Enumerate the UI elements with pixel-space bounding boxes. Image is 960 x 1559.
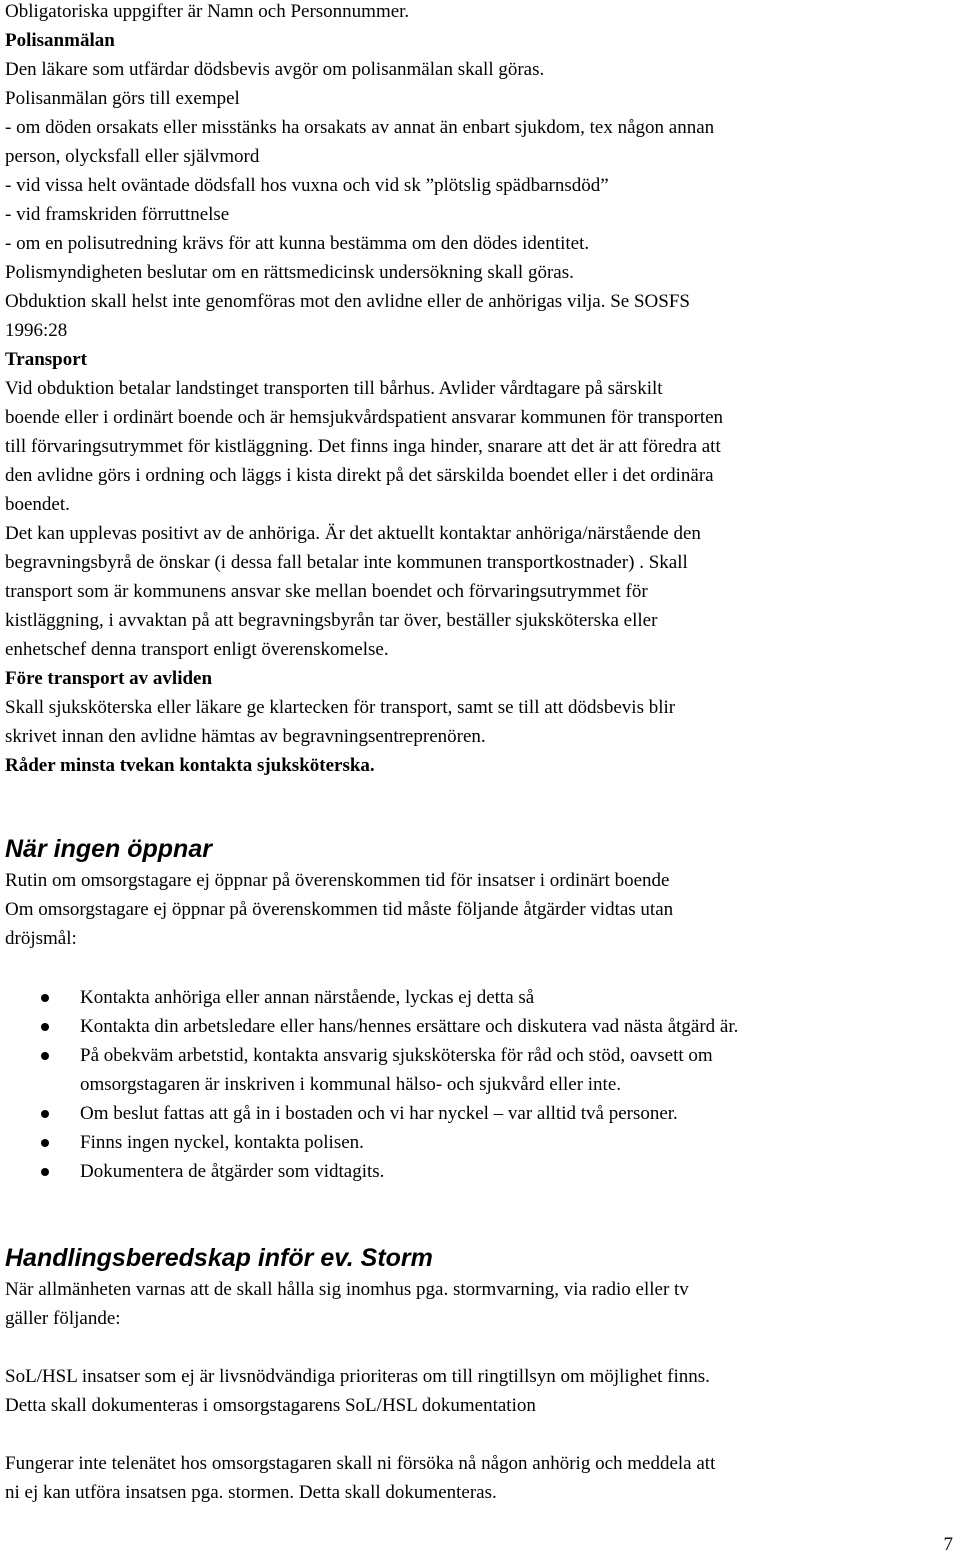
- text-line: enhetschef denna transport enligt överenskomelse.: [5, 639, 389, 660]
- text-line: SoL/HSL insatser som ej är livsnödvändiga prioriteras om till ringtillsyn om möjlighet finns.: [5, 1366, 710, 1387]
- text-line: Det kan upplevas positivt av de anhöriga. Är det aktuellt kontaktar anhöriga/närstående den: [5, 523, 701, 544]
- text-line: 1996:28: [5, 320, 68, 341]
- text-line: Fungerar inte telenätet hos omsorgstagaren skall ni försöka nå någon anhörig och meddela att: [5, 1453, 716, 1474]
- text-line: gäller följande:: [5, 1308, 121, 1329]
- text-line: Vid obduktion betalar landstinget transporten till bårhus. Avlider vårdtagare på särskilt: [5, 378, 663, 399]
- text-line: dröjsmål:: [5, 928, 77, 949]
- list-item: Finns ingen nyckel, kontakta polisen.: [5, 1128, 960, 1157]
- text-line: person, olycksfall eller självmord: [5, 146, 260, 167]
- text-line: Om omsorgstagare ej öppnar på överenskommen tid måste följande åtgärder vidtas utan: [5, 899, 674, 920]
- list-item: På obekväm arbetstid, kontakta ansvarig sjuksköterska för råd och stöd, oavsett om omsorgstagaren är inskriven i kommunal hälso- och sjukvård eller inte.: [5, 1041, 960, 1099]
- text-line: - om en polisutredning krävs för att kunna bestämma om den dödes identitet.: [5, 233, 590, 254]
- action-list: [5, 983, 960, 1186]
- text-line: begravningsbyrå de önskar (i dessa fall betalar inte kommunen transportkostnader) . Skall: [5, 552, 688, 573]
- list-item: Kontakta anhöriga eller annan närstående, lyckas ej detta så: [5, 983, 960, 1012]
- text-line: Detta skall dokumenteras i omsorgstagarens SoL/HSL dokumentation: [5, 1395, 536, 1416]
- text-line: Obligatoriska uppgifter är Namn och Personnummer.: [5, 1, 410, 22]
- text-line: ni ej kan utföra insatsen pga. stormen. Detta skall dokumenteras.: [5, 1482, 497, 1503]
- text-line: kistläggning, i avvaktan på att begravningsbyrån tar över, beställer sjuksköterska eller: [5, 610, 658, 631]
- text-line: Den läkare som utfärdar dödsbevis avgör om polisanmälan skall göras.: [5, 59, 545, 80]
- text-line: - vid framskriden förruttnelse: [5, 204, 230, 225]
- text-line: Rutin om omsorgstagare ej öppnar på överenskommen tid för insatser i ordinärt boende: [5, 870, 670, 891]
- bullet-icon: [41, 1110, 49, 1118]
- bullet-icon: [41, 1139, 49, 1147]
- text-line: Skall sjuksköterska eller läkare ge klartecken för transport, samt se till att dödsbevis blir: [5, 697, 676, 718]
- text-line: till förvaringsutrymmet för kistläggning. Det finns inga hinder, snarare att det är att föredra att: [5, 436, 721, 457]
- bullet-icon: [41, 1168, 49, 1176]
- bullet-icon: [41, 994, 49, 1002]
- text-line: boendet.: [5, 494, 70, 515]
- text-line: - vid vissa helt oväntade dödsfall hos vuxna och vid sk ”plötslig spädbarnsdöd”: [5, 175, 609, 196]
- list-item: Dokumentera de åtgärder som vidtagits.: [5, 1157, 960, 1186]
- text-line: skrivet innan den avlidne hämtas av begravningsentreprenören.: [5, 726, 486, 747]
- text-line: boende eller i ordinärt boende och är hemsjukvårdspatient ansvarar kommunen för transporten: [5, 407, 724, 428]
- list-item: Om beslut fattas att gå in i bostaden och vi har nyckel – var alltid två personer.: [5, 1099, 960, 1128]
- list-item: Kontakta din arbetsledare eller hans/hennes ersättare och diskutera vad nästa åtgärd är.: [5, 1012, 960, 1041]
- warning-line: Råder minsta tvekan kontakta sjuksköterska.: [5, 755, 375, 776]
- section-heading-nar-ingen-oppnar: När ingen öppnar: [5, 835, 212, 863]
- subheading-fore-transport: Före transport av avliden: [5, 668, 213, 689]
- text-line: - om döden orsakats eller misstänks ha orsakats av annat än enbart sjukdom, tex någon annan: [5, 117, 715, 138]
- page-number: 7: [943, 1534, 953, 1555]
- text-line: den avlidne görs i ordning och läggs i kista direkt på det särskilda boendet eller i det ordinära: [5, 465, 714, 486]
- text-line: Polismyndigheten beslutar om en rättsmedicinsk undersökning skall göras.: [5, 262, 574, 283]
- subheading-polisanmalan: Polisanmälan: [5, 30, 115, 51]
- document-page: [5, 0, 960, 1507]
- text-line: Obduktion skall helst inte genomföras mot den avlidne eller de anhörigas vilja. Se SOSFS: [5, 291, 690, 312]
- text-line: När allmänheten varnas att de skall hålla sig inomhus pga. stormvarning, via radio eller tv: [5, 1279, 689, 1300]
- text-line: Polisanmälan görs till exempel: [5, 88, 240, 109]
- text-line: transport som är kommunens ansvar ske mellan boendet och förvaringsutrymmet för: [5, 581, 648, 602]
- bullet-icon: [41, 1023, 49, 1031]
- subheading-transport: Transport: [5, 349, 87, 370]
- section-heading-storm: Handlingsberedskap inför ev. Storm: [5, 1244, 433, 1272]
- bullet-icon: [41, 1052, 49, 1060]
